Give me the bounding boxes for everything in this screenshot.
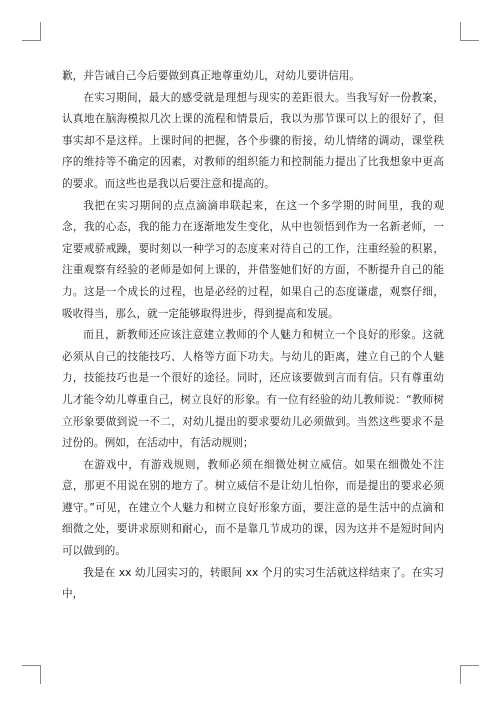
paragraph-game-rules: 在游戏中，有游戏规则，教师必须在细微处树立威信。如果在细微处不注意，那更不用说在别的地方了。树立威信不是让幼儿怕你，而是提出的要求必须遵守。”可见，在建立个人魅力和树立良好形象方面，要注意的是生活中的点滴和细微之处，要讲求原则和耐心，而不是靠几节成功的课，因为这并不是短时间内可以做到的。: [62, 458, 444, 558]
crop-mark-bottom-right: [460, 665, 479, 684]
document-body: [62, 66, 444, 606]
paragraph-growth-reflection: 我把在实习期间的点点滴滴串联起来，在这一个多学期的时间里，我的观念，我的心态，我的能力在逐渐地发生变化，从中也领悟到作为一名新老师，一定要戒骄戒躁，要时刻以一种学习的态度来对待自己的工作，注重经验的积累，注重观察有经验的老师是如何上课的，并借鉴她们好的方面，不断提升自己的能力。这是一个成长的过程，也是必经的过程，如果自己的态度谦虚，观察仔细，吸收得当，那么，就一定能够取得进步，得到提高和发展。: [62, 199, 444, 320]
paragraph-teacher-image: 而且，新教师还应该注意建立教师的个人魅力和树立一个良好的形象。这就必须从自己的技能技巧、人格等方面下功夫。与幼儿的距离，建立自己的个人魅力，技能技巧也是一个很好的途径。同时，还应该要做到言而有信。只有尊重幼儿才能令幼儿尊重自己，树立良好的形象。有一位有经验的幼儿教师说：“教师树立形象要做到说一不二，对幼儿提出的要求要幼儿必须做到。当然这些要求不是过份的。例如，在活动中，有活动规则；: [62, 329, 444, 450]
crop-mark-top-right: [460, 22, 479, 41]
crop-mark-top-left: [22, 22, 41, 41]
paragraph-internship-feelings: 在实习期间，最大的感受就是理想与现实的差距很大。当我写好一份教案，认真地在脑海模拟几次上课的流程和情景后，我以为那节课可以上的很好了，但事实却不是这样。上课时间的把握，各个步骤的衔接，幼儿情绪的调动，课堂秩序的维持等不确定的因素，对教师的组织能力和控制能力提出了比我想象中更高的要求。而这些也是我以后要注意和提高的。: [62, 91, 444, 190]
paragraph-continuation: 歉，并告诫自己今后要做到真正地尊重幼儿，对幼儿要讲信用。: [62, 70, 361, 82]
paragraph-internship-end: 我是在 xx 幼儿园实习的，转眼间 xx 个月的实习生活就这样结束了。在实习中，: [62, 566, 444, 601]
crop-mark-bottom-left: [22, 665, 41, 684]
